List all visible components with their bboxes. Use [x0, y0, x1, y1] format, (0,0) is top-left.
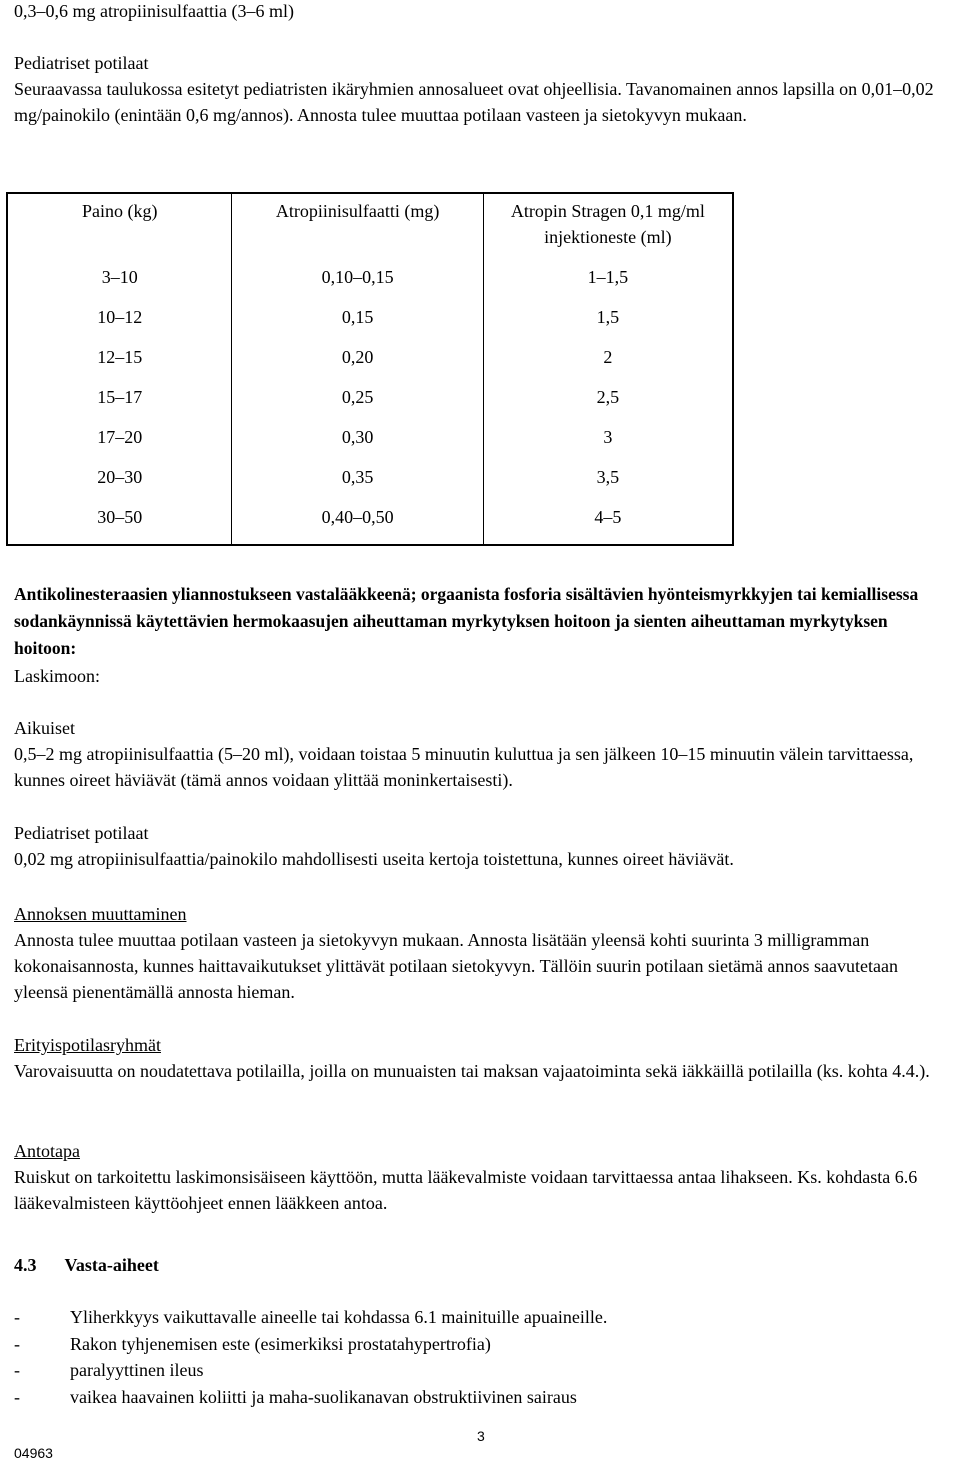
- document-id: 04963: [14, 1445, 53, 1461]
- table-cell: 15–17: [7, 384, 232, 424]
- table-cell: 3,5: [483, 464, 733, 504]
- table-header-row: [7, 193, 733, 264]
- table-cell: 0,40–0,50: [232, 504, 483, 545]
- administration-text: Ruiskut on tarkoitettu laskimonsisäiseen käyttöön, mutta lääkevalmiste voidaan tarvittaessa antaa lihakseen. Ks. kohdasta 6.6 lääkevalmisteen käyttöohjeet ennen lääkkeen antoa.: [14, 1167, 918, 1213]
- table-header-atropine-mg: Atropiinisulfaatti (mg): [232, 193, 483, 264]
- table-cell: 0,15: [232, 304, 483, 344]
- table-cell: 2: [483, 344, 733, 384]
- pediatric-text-1: Seuraavassa taulukossa esitetyt pediatristen ikäryhmien annosalueet ovat ohjeellisia. Tavanomainen annos lapsilla on 0,01–0,02 mg/painokilo (enintään 0,6 mg/annos). Annosta tulee muuttaa potilaan vasteen ja sietokyvyn mukaan.: [14, 79, 934, 125]
- special-groups-text: Varovaisuutta on noudatettava potilailla, joilla on munuaisten tai maksan vajaatoiminta sekä iäkkäillä potilailla (ks. kohta 4.4.).: [14, 1061, 930, 1081]
- pediatric-heading-2: Pediatriset potilaat: [14, 823, 149, 843]
- table-header-volume-text: Atropin Stragen 0,1 mg/ml injektioneste (ml): [510, 201, 705, 247]
- bullet-dash: -: [14, 1360, 20, 1380]
- table-row: [7, 504, 733, 545]
- bullet-dash: -: [14, 1307, 20, 1327]
- page-number: 3: [477, 1428, 485, 1444]
- table-cell: 17–20: [7, 424, 232, 464]
- table-header-volume-ml: [483, 193, 733, 264]
- table-cell: 10–12: [7, 304, 232, 344]
- table-cell: 1,5: [483, 304, 733, 344]
- table-cell: 3–10: [7, 264, 232, 304]
- anticholinesterase-heading: Antikolinesteraasien yliannostukseen vastalääkkeenä; orgaanista fosforia sisältävien hyönteismyrkkyjen tai kemiallisessa sodankäynnissä käytettävien hermokaasujen aiheuttaman myrkytyksen hoitoon ja sienten aiheuttaman myrkytyksen hoitoon:: [14, 584, 919, 658]
- table-row: [7, 344, 733, 384]
- list-item-text: Rakon tyhjenemisen este (esimerkiksi prostatahypertrofia): [70, 1333, 491, 1354]
- adults-text: 0,5–2 mg atropiinisulfaattia (5–20 ml), voidaan toistaa 5 minuutin kuluttua ja sen jälkeen 10–15 minuutin välein tarvittaessa, kunnes oireet häviävät (tämä annos voidaan ylittää moninkertaisesti).: [14, 744, 914, 790]
- table-cell: 1–1,5: [483, 264, 733, 304]
- table-header-weight: Paino (kg): [7, 193, 232, 264]
- table-cell: 12–15: [7, 344, 232, 384]
- dosage-table: [6, 192, 734, 546]
- list-item-text: vaikea haavainen koliitti ja maha-suolikanavan obstruktiivinen sairaus: [70, 1386, 577, 1407]
- route-label: Laskimoon:: [14, 666, 100, 686]
- table-cell: 0,10–0,15: [232, 264, 483, 304]
- table-row: [7, 424, 733, 464]
- table-cell: 0,30: [232, 424, 483, 464]
- list-item-text: Yliherkkyys vaikuttavalle aineelle tai kohdassa 6.1 mainituille apuaineille.: [70, 1307, 608, 1327]
- table-cell: 4–5: [483, 504, 733, 545]
- pediatric-heading-1: Pediatriset potilaat: [14, 53, 149, 73]
- table-cell: 30–50: [7, 504, 232, 545]
- table-row: [7, 384, 733, 424]
- section-number: 4.3: [14, 1255, 37, 1275]
- list-item-text: paralyyttinen ileus: [70, 1360, 204, 1380]
- bullet-dash: -: [14, 1386, 20, 1407]
- administration-heading: Antotapa: [14, 1141, 80, 1161]
- dose-line-top: 0,3–0,6 mg atropiinisulfaattia (3–6 ml): [14, 1, 294, 21]
- table-cell: 0,35: [232, 464, 483, 504]
- section-title: Vasta-aiheet: [64, 1255, 159, 1275]
- dose-adjust-text: Annosta tulee muuttaa potilaan vasteen ja sietokyvyn mukaan. Annosta lisätään yleensä kohti suurinta 3 milligramman kokonaisannosta, kunnes haittavaikutukset ylittävät potilaan sietokyvyn. Tällöin suurin potilaan sietämä annos saavutetaan yleensä pienentämällä annosta hieman.: [14, 930, 898, 1002]
- bullet-dash: -: [14, 1333, 20, 1354]
- table-cell: 20–30: [7, 464, 232, 504]
- pediatric-text-2: 0,02 mg atropiinisulfaattia/painokilo mahdollisesti useita kertoja toistettuna, kunnes oireet häviävät.: [14, 849, 734, 869]
- section-heading: [14, 1252, 946, 1278]
- table-cell: 2,5: [483, 384, 733, 424]
- table-cell: 0,25: [232, 384, 483, 424]
- adults-heading: Aikuiset: [14, 718, 75, 738]
- table-row: [7, 464, 733, 504]
- special-groups-heading: Erityispotilasryhmät: [14, 1035, 161, 1055]
- table-row: [7, 264, 733, 304]
- table-cell: 3: [483, 424, 733, 464]
- table-row: [7, 304, 733, 344]
- table-cell: 0,20: [232, 344, 483, 384]
- dose-adjust-heading: Annoksen muuttaminen: [14, 904, 187, 924]
